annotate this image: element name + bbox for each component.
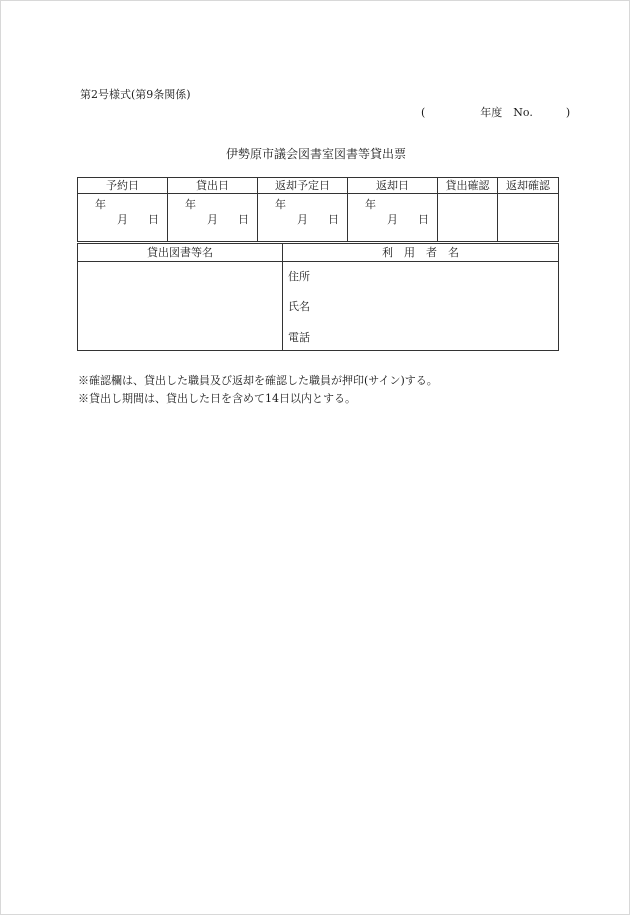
day-label: 日	[328, 213, 339, 226]
day-label: 日	[238, 213, 249, 226]
loan-confirmation-cell	[438, 194, 498, 242]
document-title: 伊勢原市議会図書室図書等貸出票	[225, 147, 406, 161]
day-label: 日	[148, 213, 159, 226]
year-label: 年	[275, 198, 286, 211]
year-label: 年	[365, 198, 376, 211]
book-titles-cell	[78, 262, 283, 351]
address-label: 住所	[288, 270, 310, 283]
month-label: 月	[207, 213, 218, 226]
note-confirmation: ※確認欄は、貸出した職員及び返却を確認した職員が押印(サイン)する。	[78, 374, 438, 387]
year-label: 年	[95, 198, 106, 211]
return-date-cell	[348, 194, 438, 242]
phone-label: 電話	[288, 331, 310, 344]
header-user-name: 利 用 者 名	[283, 244, 559, 262]
loan-dates-entry-row	[78, 194, 559, 242]
books-user-entry-row	[78, 262, 559, 351]
header-return-confirmation: 返却確認	[498, 178, 559, 194]
header-book-titles: 貸出図書等名	[78, 244, 283, 262]
month-label: 月	[387, 213, 398, 226]
day-label: 日	[418, 213, 429, 226]
name-label: 氏名	[288, 300, 310, 313]
month-label: 月	[297, 213, 308, 226]
due-date-cell	[258, 194, 348, 242]
month-label: 月	[117, 213, 128, 226]
header-reservation-date: 予約日	[78, 178, 168, 194]
header-loan-confirmation: 貸出確認	[438, 178, 498, 194]
loan-dates-header-row	[78, 178, 559, 194]
header-loan-date: 貸出日	[168, 178, 258, 194]
header-due-date: 返却予定日	[258, 178, 348, 194]
loan-date-cell	[168, 194, 258, 242]
books-user-header-row	[78, 244, 559, 262]
reservation-date-cell	[78, 194, 168, 242]
header-return-date: 返却日	[348, 178, 438, 194]
note-loan-period: ※貸出し期間は、貸出した日を含めて14日以内とする。	[78, 392, 356, 405]
form-number: 第2号様式(第9条関係)	[80, 88, 191, 101]
fiscal-year-number-line: ( 年度 No. )	[421, 106, 571, 119]
user-info-cell	[283, 262, 559, 351]
loan-dates-table	[77, 177, 559, 242]
books-user-table	[77, 243, 559, 351]
year-label: 年	[185, 198, 196, 211]
return-confirmation-cell	[498, 194, 559, 242]
